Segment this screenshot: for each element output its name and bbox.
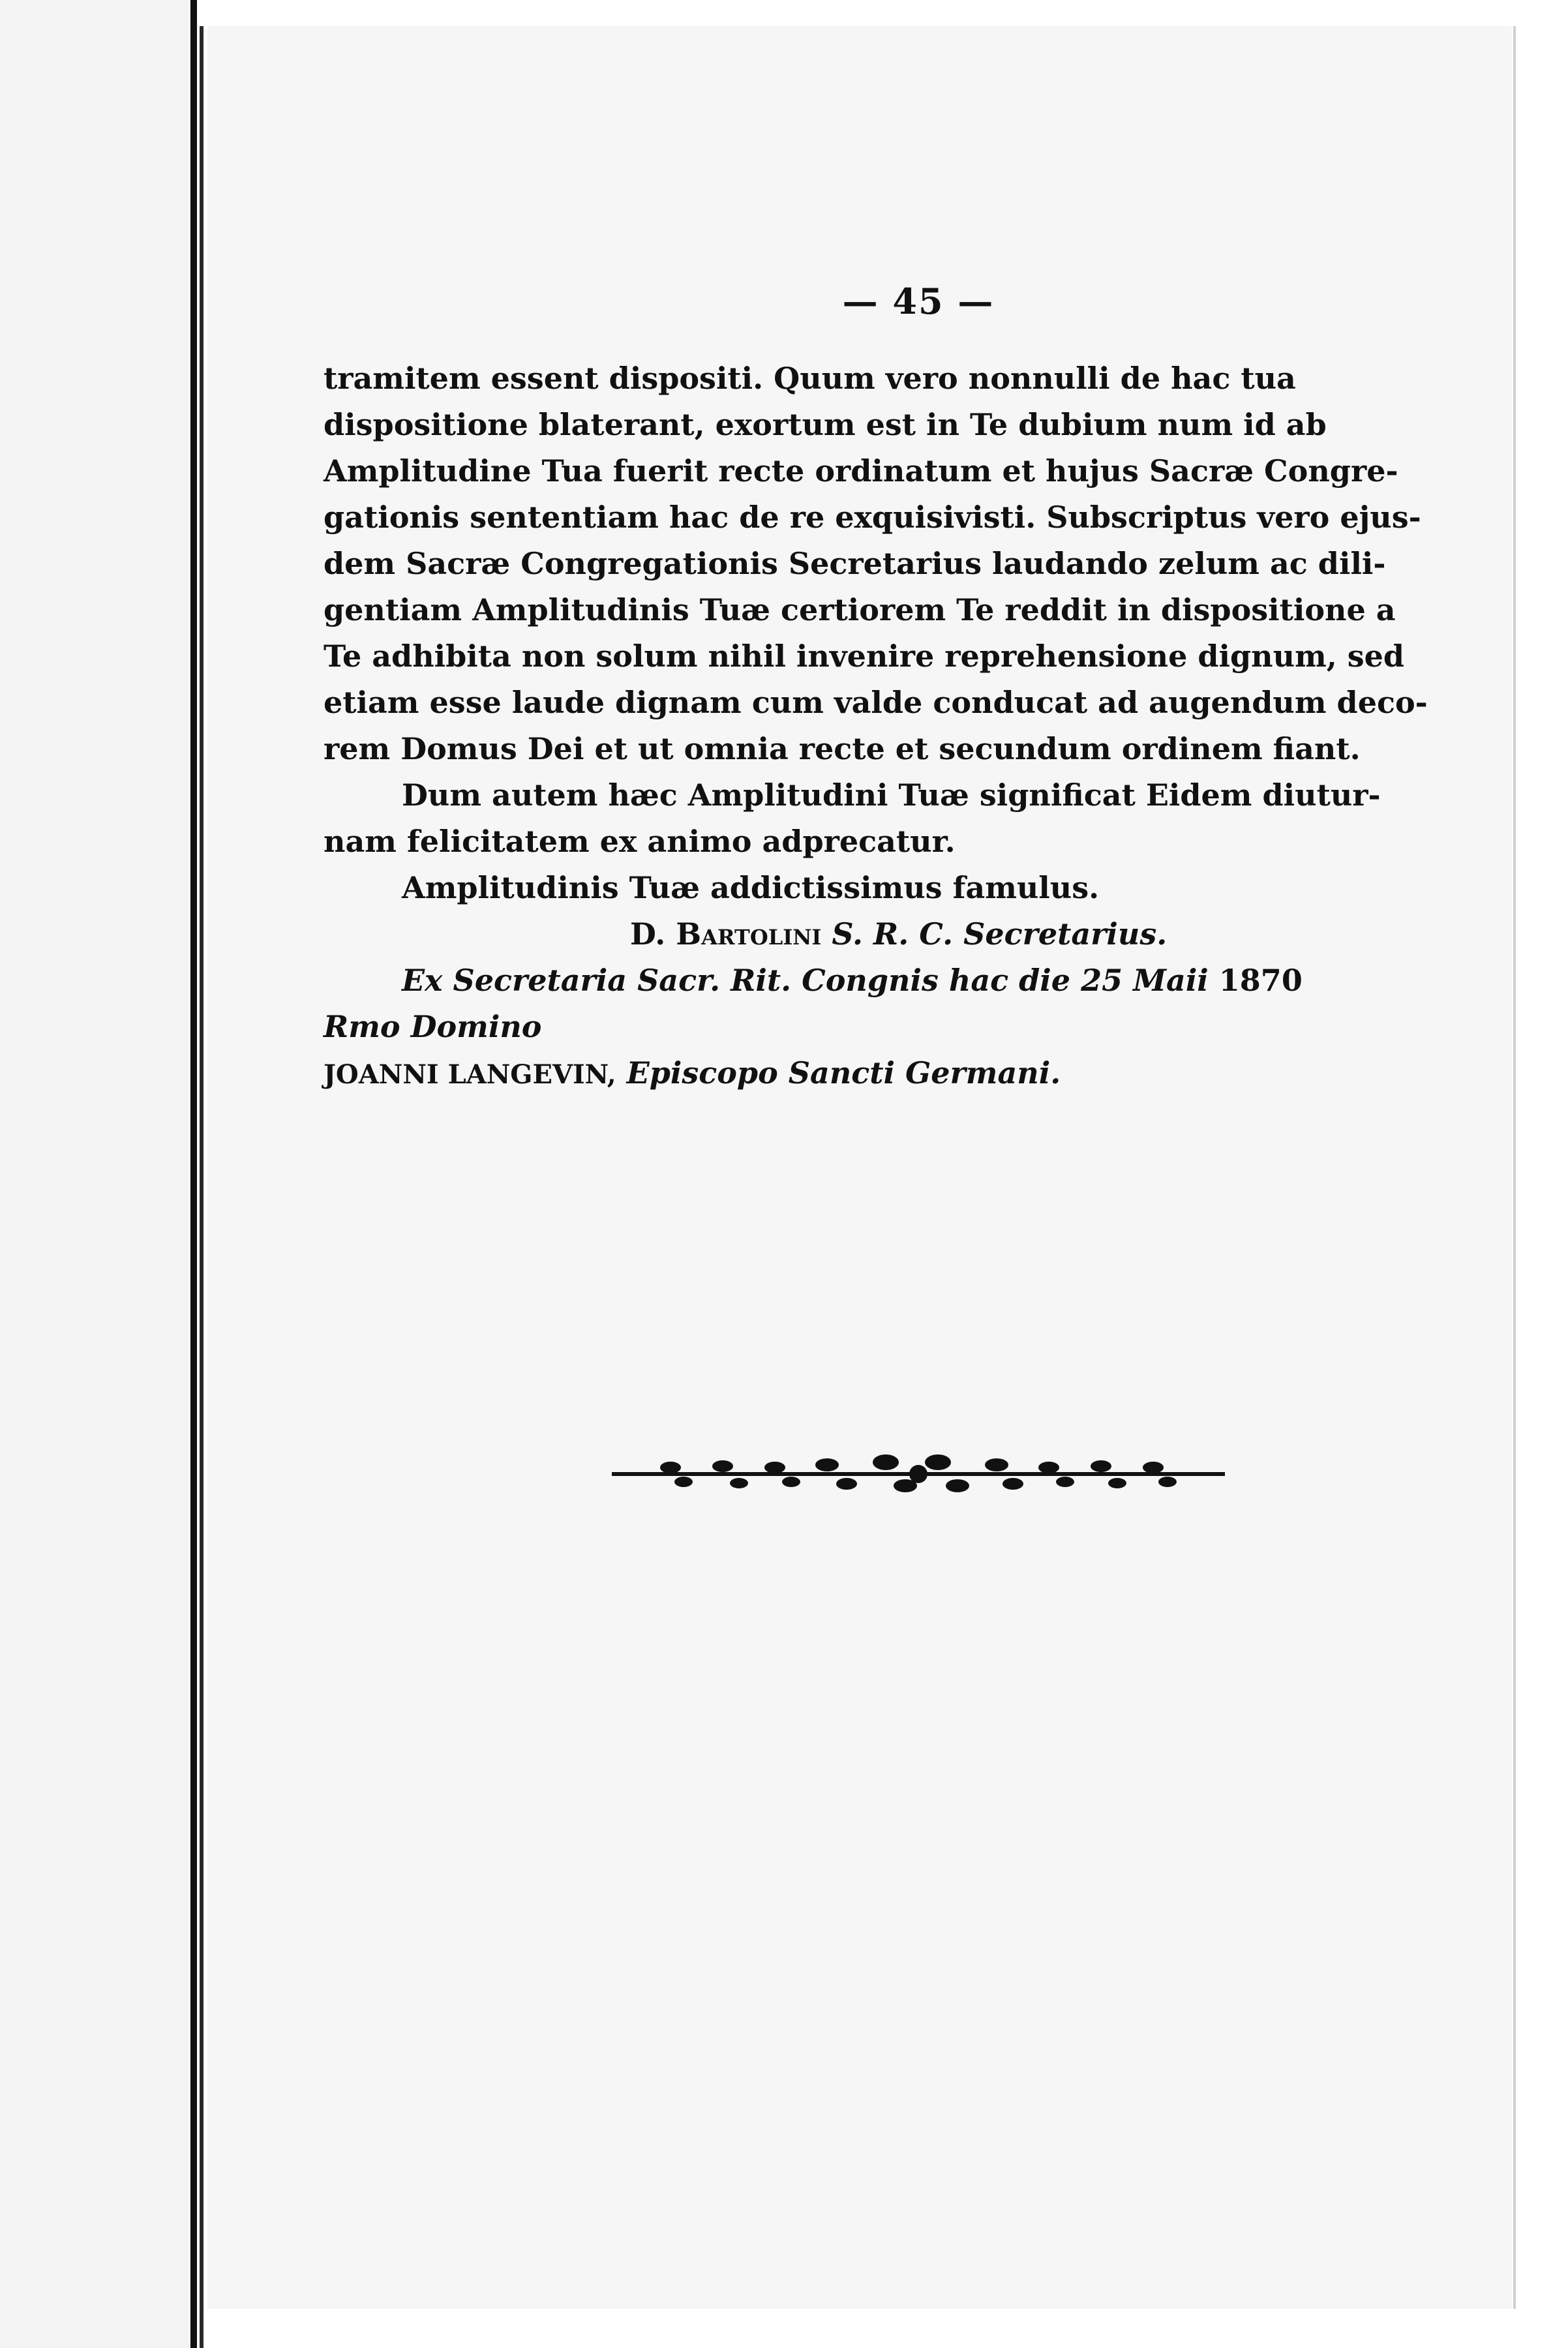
- signatory-title: S. R. C. Secretarius.: [832, 916, 1168, 952]
- body-line: Amplitudine Tua fuerit recte ordinatum et hujus Sacræ Congre-: [324, 453, 1398, 489]
- date-line: [324, 957, 1303, 1004]
- body-line: etiam esse laude dignam cum valde conducat ad augendum deco-: [324, 685, 1428, 720]
- addressee-name: JOANNI LANGEVIN,: [324, 1059, 616, 1090]
- body-line: rem Domus Dei et ut omnia recte et secundum ordinem fiant.: [324, 731, 1361, 766]
- body-line: tramitem essent dispositi. Quum vero nonnulli de hac tua: [324, 361, 1296, 396]
- body-line: dem Sacræ Congregationis Secretarius laudando zelum ac dili-: [324, 546, 1386, 581]
- addressee-line: [324, 1050, 1288, 1096]
- page-gutter-line: [190, 0, 197, 2348]
- page-right-edge: [1513, 26, 1516, 2309]
- addressee-title: Episcopo Sancti Germani.: [626, 1055, 1061, 1091]
- page-number: — 45 —: [842, 280, 995, 322]
- body-line: gentiam Amplitudinis Tuæ certiorem Te reddit in dispositione a: [324, 592, 1396, 627]
- left-page-strip: [0, 0, 194, 2348]
- ornament-divider: [612, 1448, 1225, 1500]
- closing-line: Dum autem hæc Amplitudini Tuæ significat Eidem diutur-: [402, 777, 1381, 813]
- signature-line: [324, 911, 1288, 957]
- valediction: Amplitudinis Tuæ addictissimus famulus.: [402, 870, 1100, 905]
- closing-line: nam felicitatem ex animo adprecatur.: [324, 824, 956, 859]
- date-year: 1870: [1218, 963, 1303, 998]
- body-line: Te adhibita non solum nihil invenire reprehensione dignum, sed: [324, 639, 1405, 674]
- document-page: [207, 26, 1512, 2309]
- body-line: gationis sententiam hac de re exquisivisti. Subscriptus vero ejus-: [324, 500, 1421, 535]
- date-text: Ex Secretaria Sacr. Rit. Congnis hac die 25 Maii: [402, 963, 1209, 998]
- body-line: dispositione blaterant, exortum est in Te dubium num id ab: [324, 407, 1327, 442]
- body-text: [324, 355, 1428, 1096]
- addressee-salutation: Rmo Domino: [324, 1009, 542, 1044]
- signatory-name: D. Bartolini: [630, 916, 822, 952]
- page-inner-edge: [200, 26, 204, 2348]
